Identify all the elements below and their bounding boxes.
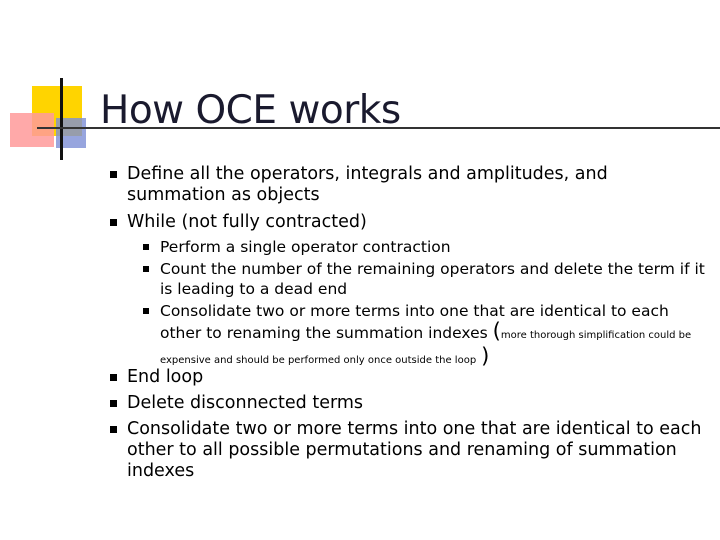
- open-paren: (: [492, 319, 501, 343]
- sub-bullet-text: Consolidate two or more terms into one that are identical to each other to renaming the summation indexes: [160, 302, 669, 342]
- square-bullet-icon: [110, 374, 117, 381]
- square-bullet-icon: [143, 244, 149, 250]
- vertical-deco-line: [60, 78, 63, 160]
- square-bullet-icon: [110, 171, 117, 178]
- square-bullet-icon: [143, 308, 149, 314]
- square-bullet-icon: [110, 426, 117, 433]
- sub-bullet-item: [160, 259, 710, 299]
- bullet-text: Consolidate two or more terms into one that are identical to each other to all possible permutations and renaming of summation indexes: [127, 419, 702, 481]
- sub-bullet-item: [160, 301, 710, 371]
- bullet-text: Delete disconnected terms: [127, 393, 364, 413]
- sub-bullet-list: [160, 237, 710, 373]
- sub-bullet-item: [160, 237, 710, 257]
- bullet-item: [127, 367, 707, 388]
- page-title: How OCE works: [100, 88, 401, 133]
- bullet-text: End loop: [127, 367, 204, 387]
- bullet-item: [127, 212, 707, 233]
- sub-bullet-text: Count the number of the remaining operators and delete the term if it is leading to a dead end: [160, 260, 705, 298]
- red-deco-square: [10, 113, 54, 147]
- sub-bullet-note: more thorough simplification could be expensive and should be performed only once outside the loop: [160, 330, 692, 366]
- bullet-text: While (not fully contracted): [127, 212, 367, 232]
- top-bullet-list: [127, 164, 707, 233]
- bullet-item: [127, 419, 707, 482]
- square-bullet-icon: [110, 400, 117, 407]
- bottom-bullet-list: [127, 367, 707, 487]
- bullet-text: Define all the operators, integrals and amplitudes, and summation as objects: [127, 164, 608, 205]
- bullet-item: [127, 393, 707, 414]
- bullet-item: [127, 164, 707, 206]
- close-paren: ): [481, 344, 490, 368]
- square-bullet-icon: [110, 219, 117, 226]
- square-bullet-icon: [143, 266, 149, 272]
- sub-bullet-text: Perform a single operator contraction: [160, 238, 451, 256]
